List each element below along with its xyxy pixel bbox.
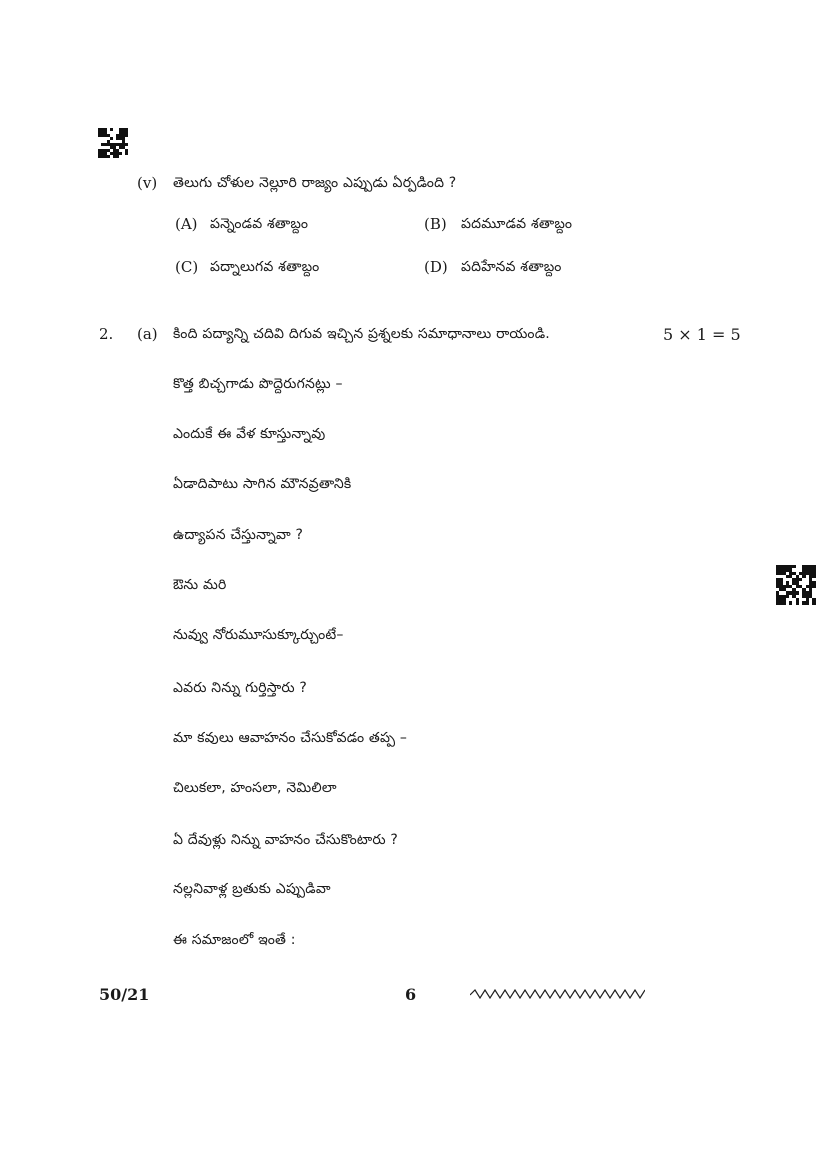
question-v-text: తెలుగు చోళుల నెల్లూరి రాజ్యం ఎప్పుడు ఏర్పడింది ?	[173, 175, 457, 191]
poem-line-11: నల్లనివాళ్ల బ్రతుకు ఎప్పుడివా	[173, 881, 331, 897]
question-v-number: (v)	[137, 174, 158, 192]
poem-line-5: ఔను మరి	[173, 577, 227, 593]
option-d-text: పదిహేనవ శతాబ్దం	[461, 259, 562, 275]
poem-line-2: ఎందుకే ఈ వేళ కూస్తున్నావు	[173, 426, 326, 442]
poem-line-1: కొత్త బిచ్చగాడు పొద్దెరుగనట్లు –	[173, 376, 343, 392]
question-2-text: కింది పద్యాన్ని చదివి దిగువ ఇచ్చిన ప్రశ్నలకు సమాధానాలు రాయండి.	[173, 326, 550, 342]
qr-code-right	[776, 565, 816, 605]
option-c-label: (C)	[175, 258, 199, 276]
poem-line-8: మా కవులు ఆవాహనం చేసుకోవడం తప్ప –	[173, 730, 408, 746]
question-2-marks: 5 × 1 = 5	[663, 325, 741, 344]
option-c-text: పద్నాలుగవ శతాబ్దం	[210, 259, 320, 275]
option-a-text: పన్నెండవ శతాబ్దం	[210, 216, 309, 232]
option-b-label: (B)	[424, 215, 447, 233]
paper-code: 50/21	[99, 985, 150, 1004]
poem-line-7: ఎవరు నిన్ను గుర్తిస్తారు ?	[173, 680, 308, 696]
option-a-label: (A)	[175, 215, 198, 233]
qr-code-top	[98, 128, 128, 158]
wavy-line-decoration	[470, 988, 645, 1002]
page-number: 6	[405, 985, 417, 1004]
question-2-number: 2.	[99, 325, 114, 343]
poem-line-12: ఈ సమాజంలో ఇంతే :	[173, 932, 296, 948]
poem-line-10: ఏ దేవుళ్లు నిన్ను వాహనం చేసుకొంటారు ?	[173, 832, 399, 848]
poem-line-6: నువ్వు నోరుమూసుక్కూర్చుంటే–	[173, 627, 344, 643]
option-d-label: (D)	[424, 258, 448, 276]
poem-line-4: ఉద్యాపన చేస్తున్నావా ?	[173, 527, 304, 543]
poem-line-3: ఏడాదిపాటు సాగిన మౌనవ్రతానికి	[173, 476, 352, 492]
option-b-text: పదమూడవ శతాబ్దం	[461, 216, 573, 232]
question-2-part: (a)	[137, 325, 158, 343]
poem-line-9: చిలుకలా, హంసలా, నెమిలిలా	[173, 780, 337, 796]
